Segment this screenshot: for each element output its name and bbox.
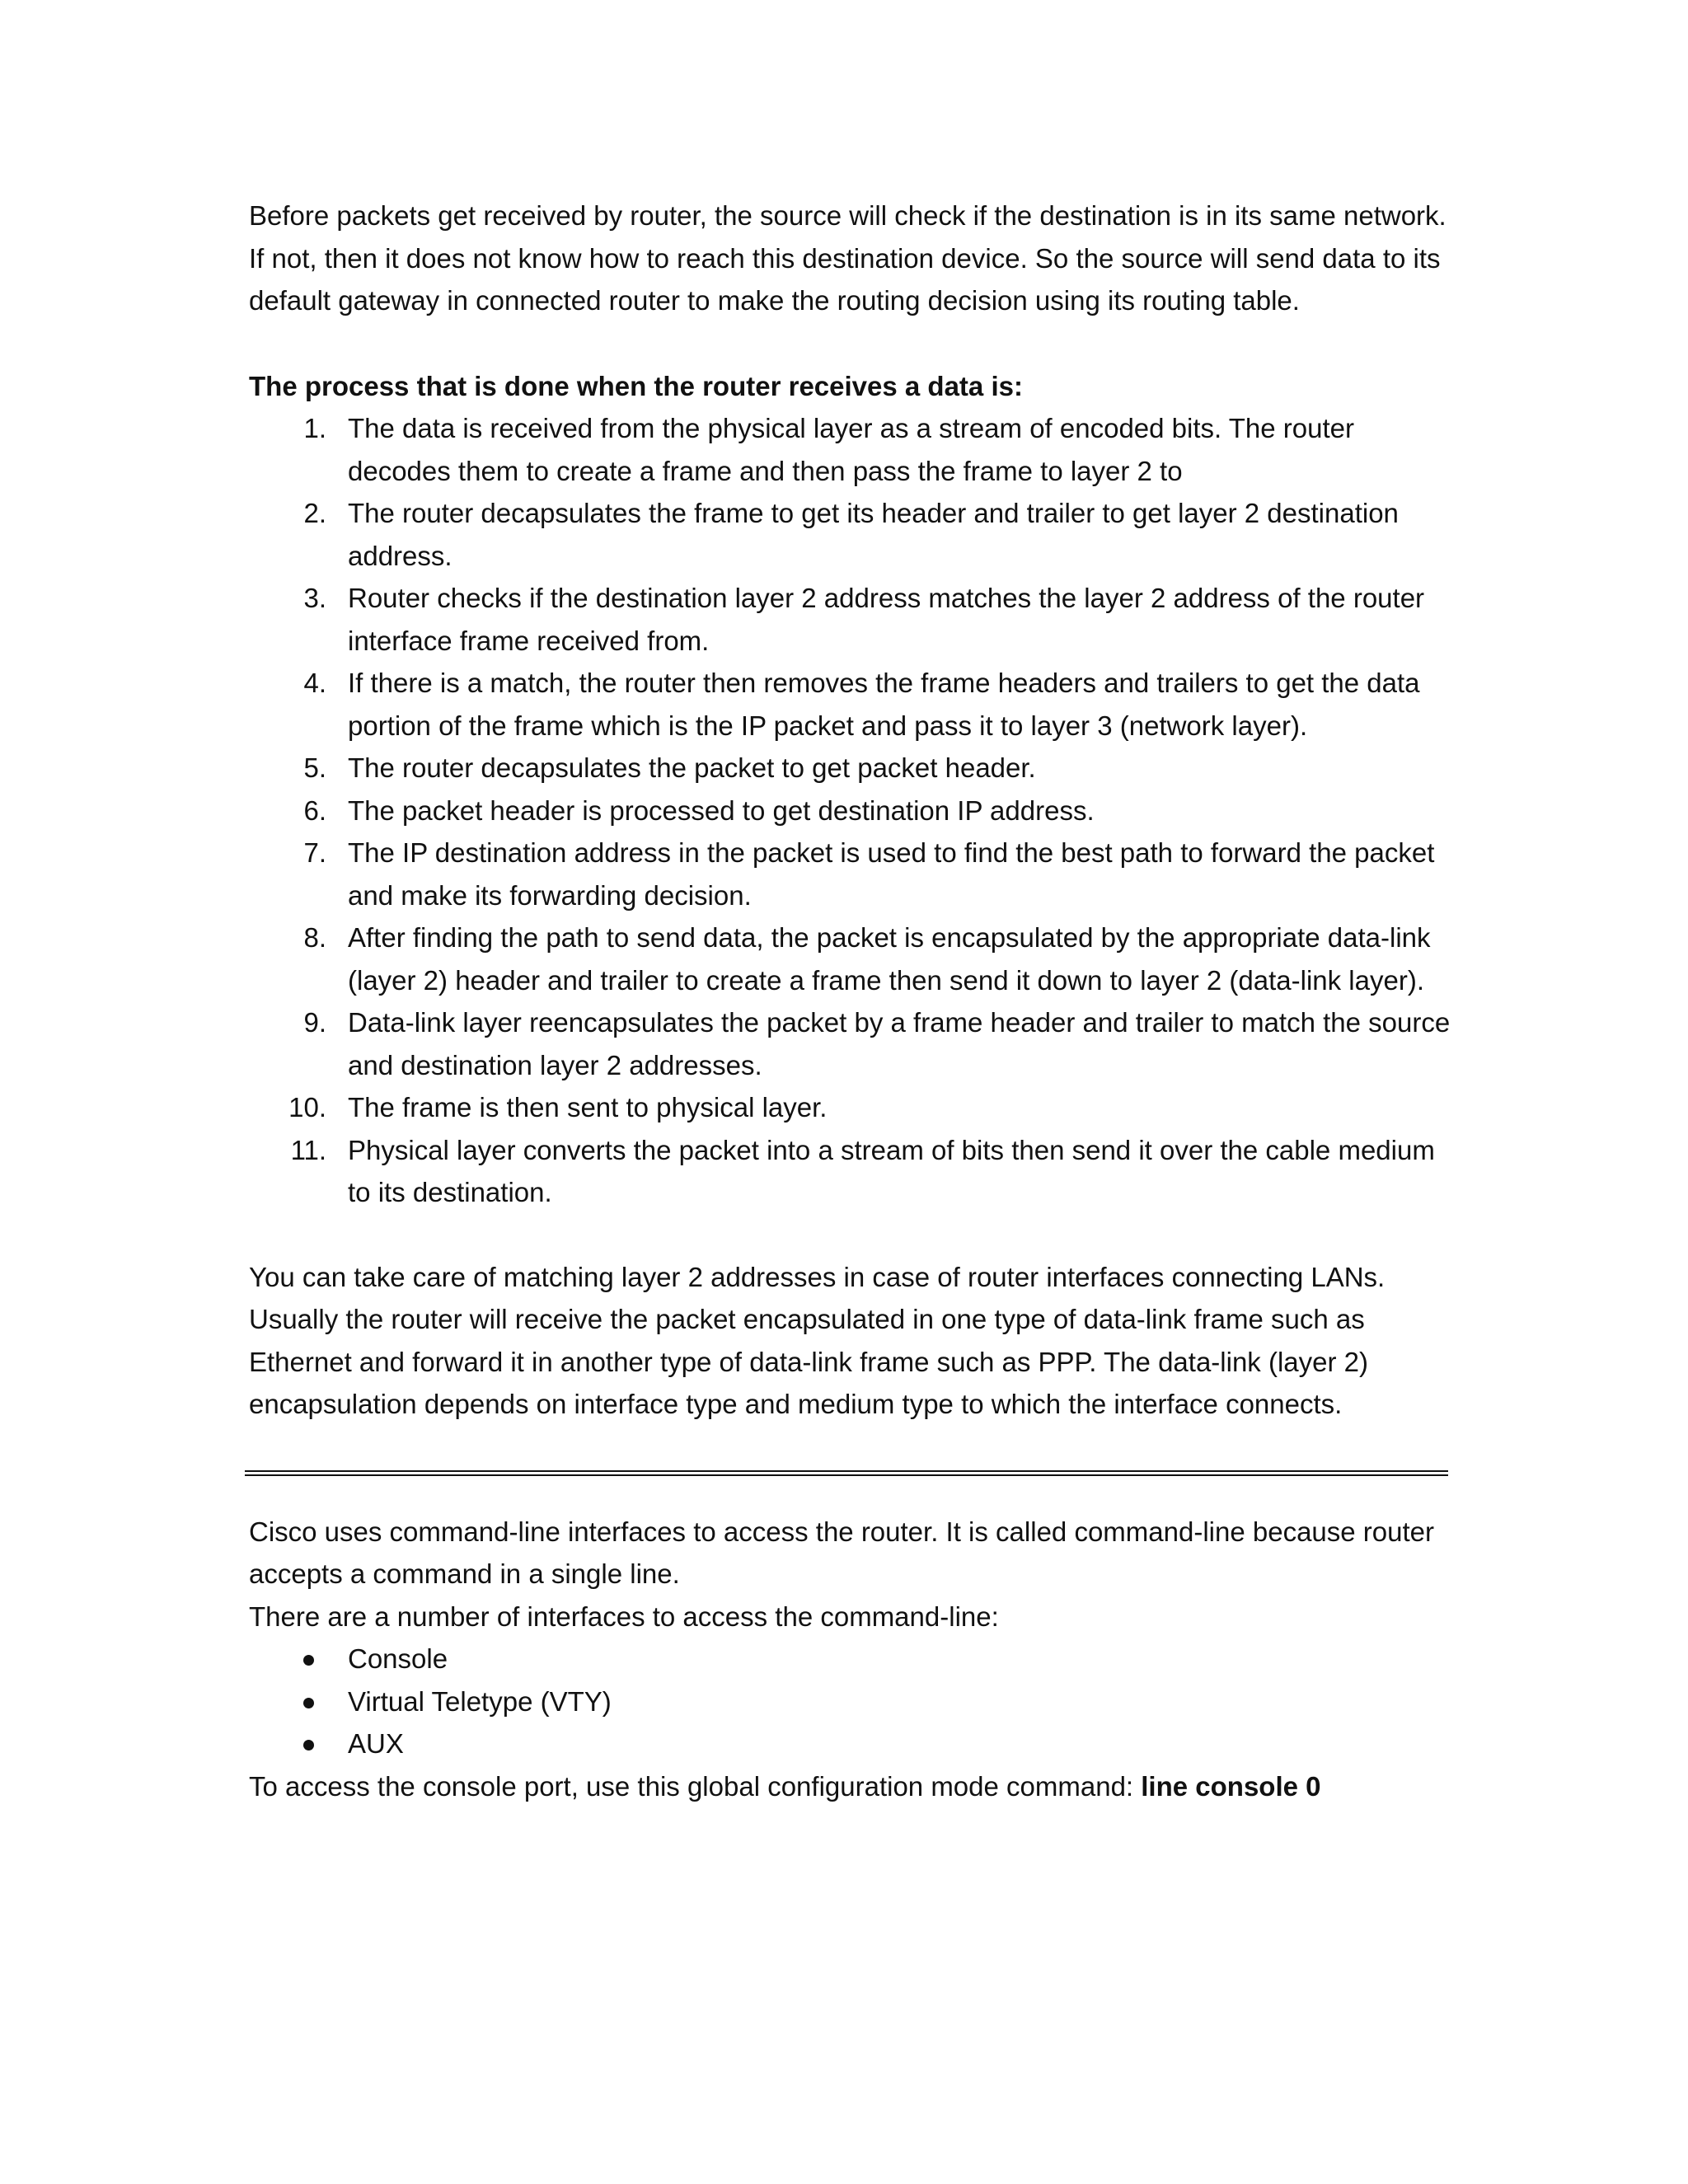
list-item (249, 916, 1452, 1001)
list-item (249, 577, 1452, 662)
list-item-text: The router decapsulates the packet to get packet header. (348, 752, 1036, 783)
list-number: 11. (290, 1134, 326, 1165)
list-number: 6. (303, 794, 326, 826)
list-number: 9. (303, 1007, 326, 1038)
list-number: 2. (303, 498, 326, 528)
interfaces-intro: There are a number of interfaces to access the command-line: (249, 1601, 999, 1632)
bullet-icon (303, 1698, 314, 1708)
console-access-line (249, 1765, 1452, 1808)
section-divider (245, 1470, 1448, 1476)
list-item-text: Virtual Teletype (VTY) (348, 1685, 612, 1717)
process-steps-list (249, 407, 1452, 1214)
list-item-text: The IP destination address in the packet is used to find the best path to forward the packet and make its forwarding decision. (348, 837, 1435, 911)
bullet-icon (303, 1655, 314, 1666)
list-item (249, 662, 1452, 747)
list-item-text: If there is a match, the router then removes the frame headers and trailers to get the data portion of the frame which is the IP packet and pass it to layer 3 (network layer). (348, 668, 1420, 741)
list-item (249, 1129, 1452, 1214)
list-item-text: The packet header is processed to get destination IP address. (348, 794, 1095, 826)
list-item (249, 1722, 1452, 1765)
list-number: 3. (303, 583, 326, 613)
list-item-text: The router decapsulates the frame to get its header and trailer to get layer 2 destination address. (348, 498, 1399, 571)
list-number: 4. (303, 668, 326, 698)
list-item (249, 1001, 1452, 1086)
list-item-text: Console (348, 1643, 448, 1674)
process-heading: The process that is done when the router receives a data is: (249, 370, 1023, 401)
console-access-text: To access the console port, use this global configuration mode command: (249, 1770, 1142, 1802)
cli-paragraph: Cisco uses command-line interfaces to access the router. It is called command-line because router accepts a command in a single line. (249, 1516, 1434, 1589)
list-item-text: Data-link layer reencapsulates the packet by a frame header and trailer to match the source and destination layer 2 addresses. (348, 1007, 1451, 1080)
list-number: 5. (303, 752, 326, 783)
list-item (249, 407, 1452, 492)
list-item-text: AUX (348, 1728, 404, 1759)
list-item-text: Router checks if the destination layer 2 address matches the layer 2 address of the router interface frame received from. (348, 583, 1425, 656)
list-number: 1. (303, 413, 326, 443)
list-item (249, 1086, 1452, 1129)
list-item (249, 832, 1452, 916)
list-item-text: The data is received from the physical layer as a stream of encoded bits. The router decodes them to create a frame and then pass the frame to layer 2 to (348, 413, 1354, 486)
list-item-text: The frame is then sent to physical layer. (348, 1092, 828, 1122)
list-number: 7. (303, 837, 326, 868)
list-item (249, 790, 1452, 832)
document-body (249, 194, 1452, 1807)
list-number: 10. (288, 1092, 326, 1122)
list-item (249, 1680, 1452, 1723)
list-item-text: After finding the path to send data, the packet is encapsulated by the appropriate data-link (layer 2) header and trailer to create a frame then send it down to layer 2 (data-link layer). (348, 922, 1431, 996)
console-command: line console 0 (1141, 1770, 1321, 1802)
interfaces-list (249, 1638, 1452, 1765)
bullet-icon (303, 1740, 314, 1750)
list-item (249, 747, 1452, 790)
layer2-paragraph: You can take care of matching layer 2 addresses in case of router interfaces connecting LANs. Usually the router will receive the packet encapsulated in one type of data-link frame such as Ethernet and forward it in another type of data-link frame such as PPP. The data-link (layer 2) encapsulation depends on interface type and medium type to which the interface connects. (249, 1261, 1386, 1419)
intro-paragraph: Before packets get received by router, the source will check if the destination is in its same network. If not, then it does not know how to reach this destination device. So the source will send data to its default gateway in connected router to make the routing decision using its routing table. (249, 200, 1447, 316)
list-item (249, 492, 1452, 577)
list-number: 8. (303, 922, 326, 953)
list-item (249, 1638, 1452, 1680)
list-item-text: Physical layer converts the packet into a stream of bits then send it over the cable medium to its destination. (348, 1134, 1435, 1207)
